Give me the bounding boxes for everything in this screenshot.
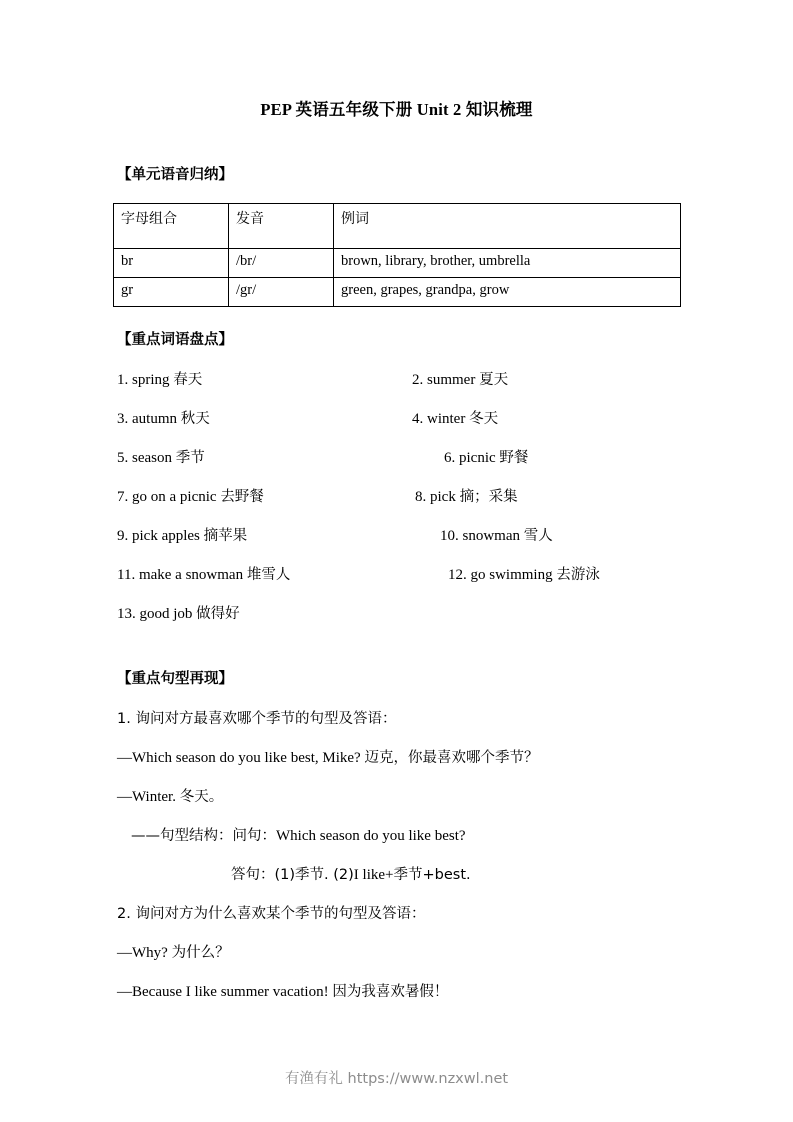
sentence-line: [117, 707, 396, 728]
sentence-chinese-lead: ——句型结构：问句：: [131, 828, 276, 844]
table-header-pronunciation: 发音: [229, 204, 334, 249]
word-chinese: 堆雪人: [246, 567, 291, 583]
word-chinese: 摘苹果: [203, 528, 248, 544]
word-chinese: 野餐: [499, 450, 529, 466]
sentence-structure-line: [131, 824, 466, 845]
word-english: 11. make a snowman: [117, 567, 247, 583]
table-cell-sound: /gr/: [229, 278, 334, 307]
page-title: PEP 英语五年级下册 Unit 2 知识梳理: [260, 100, 533, 119]
word-item: [117, 407, 210, 428]
word-row: [0, 563, 793, 603]
sentence-chinese-lead: 1. 询问对方最喜欢哪个季节的句型及答语：: [117, 711, 397, 727]
word-english: 3. autumn: [117, 411, 181, 427]
sentence-line: [117, 902, 425, 923]
table-header-row: [114, 204, 681, 249]
word-english: 12. go swimming: [448, 567, 557, 583]
word-chinese: 去游泳: [556, 567, 600, 583]
sentence-chinese-tail: 为什么？: [171, 945, 230, 961]
word-english: 8. pick: [415, 489, 460, 505]
sentence-english: —Which season do you like best, Mike?: [117, 750, 365, 766]
sentence-chinese-tail: 季节+best.: [393, 867, 471, 883]
word-chinese: 做得好: [196, 606, 240, 622]
word-item: [440, 524, 553, 545]
word-row: [0, 407, 793, 447]
word-english: 13. good job: [117, 606, 197, 622]
sentence-line: [117, 980, 448, 1001]
table-cell-examples: green, grapes, grandpa, grow: [334, 278, 681, 307]
word-english: 7. go on a picnic: [117, 489, 221, 505]
table-header-letter-combo: 字母组合: [114, 204, 229, 249]
footer-watermark: 有渔有礼 https://www.nzxwl.net: [284, 1071, 509, 1087]
word-chinese: 去野餐: [220, 489, 264, 505]
word-item: [117, 563, 290, 584]
word-item: [415, 485, 518, 506]
word-item: [412, 368, 508, 389]
word-english: 9. pick apples: [117, 528, 204, 544]
word-item: [117, 524, 247, 545]
word-english: 6. picnic: [444, 450, 500, 466]
sentence-english: I like+: [353, 867, 394, 883]
word-english: 2. summer: [412, 372, 480, 388]
word-english: 4. winter: [412, 411, 470, 427]
sentence-english: —Winter.: [117, 789, 180, 805]
sentence-english: Which season do you like best?: [276, 828, 466, 844]
word-chinese: 夏天: [479, 372, 509, 388]
word-english: 1. spring: [117, 372, 174, 388]
word-chinese: 秋天: [180, 411, 210, 427]
word-item: [117, 446, 205, 467]
word-item: [448, 563, 600, 584]
word-chinese: 春天: [173, 372, 203, 388]
sentence-chinese-tail: 因为我喜欢暑假！: [332, 984, 449, 1000]
sentence-answer-line: [231, 863, 471, 884]
word-row: [0, 524, 793, 564]
section-heading-key-sentences: 【重点句型再现】: [117, 671, 233, 687]
sentence-line: [117, 746, 538, 767]
word-item: [117, 485, 264, 506]
word-chinese: 雪人: [523, 528, 553, 544]
table-cell-combo: gr: [114, 278, 229, 307]
sentence-english: —Why?: [117, 945, 172, 961]
table-header-examples: 例词: [334, 204, 681, 249]
sentence-chinese-lead: 2. 询问对方为什么喜欢某个季节的句型及答语：: [117, 906, 426, 922]
word-list: [0, 368, 793, 633]
table-row: [114, 249, 681, 278]
word-english: 10. snowman: [440, 528, 524, 544]
section-heading-key-words: 【重点词语盘点】: [117, 332, 233, 348]
phonics-table: [113, 203, 681, 307]
word-row: [0, 446, 793, 486]
word-item: [117, 368, 202, 389]
word-row: [0, 602, 793, 642]
table-cell-sound: /br/: [229, 249, 334, 278]
sentence-chinese-tail: 迈克，你最喜欢哪个季节？: [364, 750, 539, 766]
word-item: [117, 602, 240, 623]
sentence-line: [117, 941, 230, 962]
section-heading-phonics: 【单元语音归纳】: [117, 167, 233, 183]
sentence-chinese-lead: 答句：(1)季节. (2): [231, 867, 354, 883]
word-english: 5. season: [117, 450, 176, 466]
word-row: [0, 368, 793, 408]
table-cell-examples: brown, library, brother, umbrella: [334, 249, 681, 278]
word-item: [412, 407, 498, 428]
word-chinese: 摘；采集: [459, 489, 518, 505]
sentence-line: [117, 785, 223, 806]
sentence-english: —Because I like summer vacation!: [117, 984, 333, 1000]
table-row: [114, 278, 681, 307]
word-row: [0, 485, 793, 525]
table-cell-combo: br: [114, 249, 229, 278]
word-chinese: 冬天: [469, 411, 499, 427]
sentence-chinese-tail: 冬天。: [179, 789, 224, 805]
word-chinese: 季节: [175, 450, 205, 466]
word-item: [444, 446, 528, 467]
